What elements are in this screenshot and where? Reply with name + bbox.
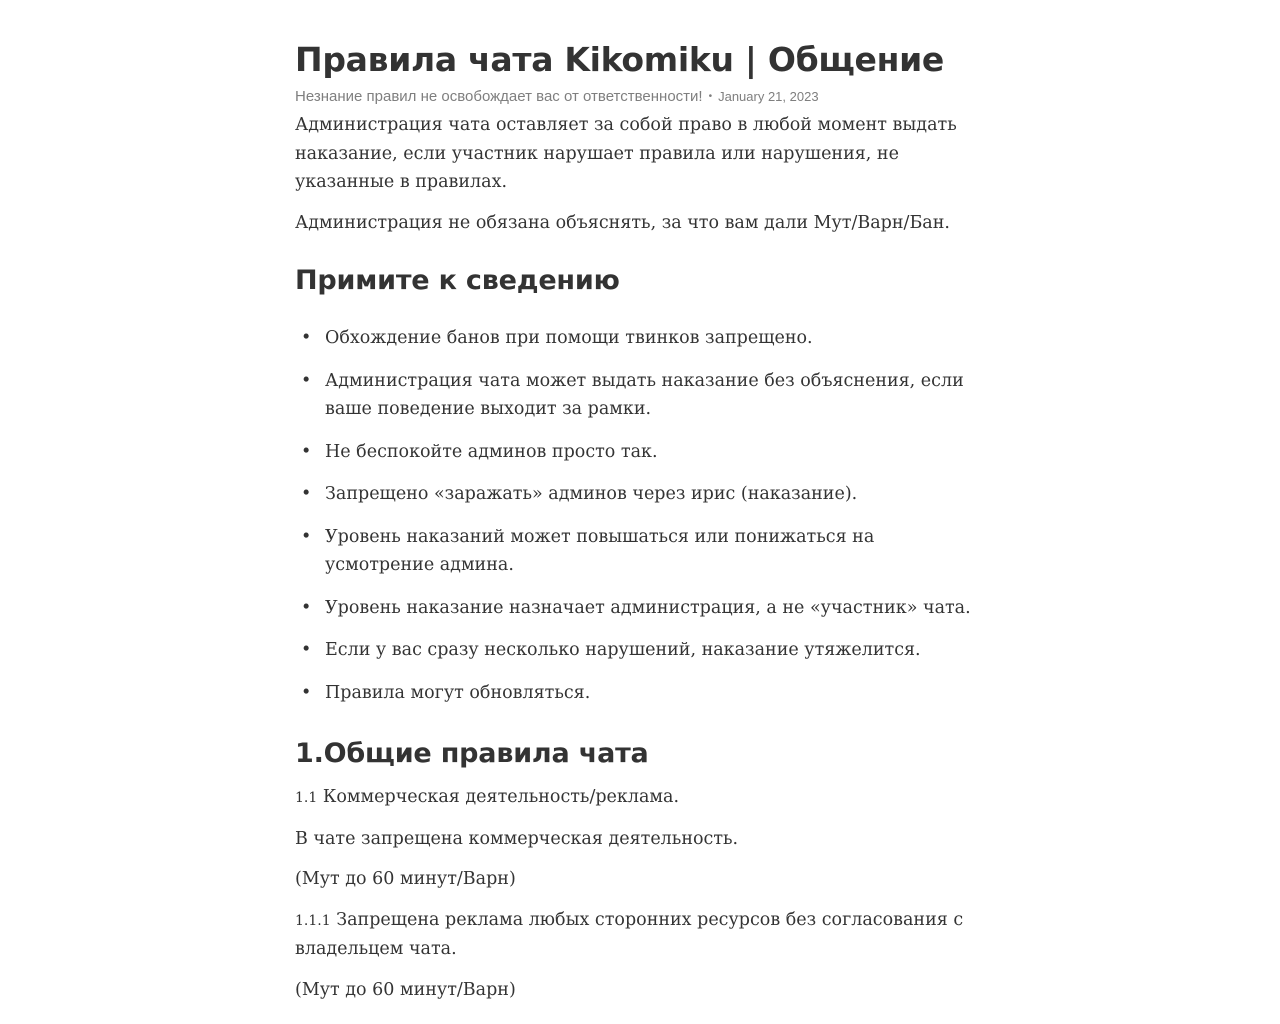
list-item-text: Обхождение банов при помощи твинков запрещено. bbox=[325, 328, 813, 348]
bullet-icon: • bbox=[301, 526, 312, 547]
bullet-icon: • bbox=[301, 682, 312, 703]
intro-paragraph-1: Администрация чата оставляет за собой право в любой момент выдать наказание, если участник нарушает правила или нарушения, не указанные в правилах. bbox=[295, 115, 957, 192]
meta-separator: • bbox=[708, 91, 713, 102]
take-note-list bbox=[295, 324, 985, 707]
list-item-text: Запрещено «заражать» админов через ирис (наказание). bbox=[325, 484, 858, 504]
section-number: 1.1.1 bbox=[295, 912, 331, 929]
section-1-1-1-title bbox=[295, 906, 985, 964]
list-item-text: Правила могут обновляться. bbox=[325, 682, 591, 703]
article-subtitle: Незнание правил не освобождает вас от ответственности! bbox=[295, 88, 703, 105]
section-1-1-description: В чате запрещена коммерческая деятельность. bbox=[295, 828, 739, 849]
bullet-icon: • bbox=[301, 370, 312, 391]
article-meta bbox=[295, 87, 985, 107]
article-title: Правила чата Kikomiku | Общение bbox=[295, 40, 944, 79]
section-title-text: Коммерческая деятельность/реклама. bbox=[317, 787, 680, 807]
list-item-text: Если у вас сразу несколько нарушений, наказание утяжелится. bbox=[325, 640, 921, 660]
list-item bbox=[301, 438, 985, 467]
section-title-text: Запрещена реклама любых сторонних ресурсов без согласования с владельцем чата. bbox=[295, 909, 964, 959]
bullet-icon: • bbox=[301, 484, 312, 504]
section-1-1-penalty: (Мут до 60 минут/Варн) bbox=[295, 869, 516, 889]
list-item-text: Уровень наказаний может повышаться или понижаться на усмотрение админа. bbox=[325, 526, 875, 575]
list-item-text: Уровень наказание назначает администрация, а не «участник» чата. bbox=[325, 597, 971, 618]
article-date: January 21, 2023 bbox=[718, 89, 819, 104]
list-item bbox=[301, 367, 985, 424]
bullet-icon: • bbox=[301, 597, 312, 618]
intro-paragraph-2: Администрация не обязана объяснять, за что вам дали Мут/Варн/Бан. bbox=[295, 212, 950, 233]
list-item bbox=[301, 636, 985, 665]
section-number: 1.1 bbox=[295, 790, 318, 806]
list-item bbox=[301, 324, 985, 353]
section-1-1-title bbox=[295, 783, 985, 813]
section-1-1-1-penalty: (Мут до 60 минут/Варн) bbox=[295, 979, 516, 1000]
take-note-heading: Примите к сведению bbox=[295, 265, 620, 296]
general-rules-heading: 1.Общие правила чата bbox=[295, 738, 649, 769]
list-item bbox=[301, 480, 985, 509]
list-item bbox=[301, 523, 985, 580]
list-item-text: Не беспокойте админов просто так. bbox=[325, 441, 658, 462]
list-item bbox=[301, 679, 985, 708]
bullet-icon: • bbox=[301, 640, 312, 660]
list-item bbox=[301, 594, 985, 623]
article bbox=[295, 0, 985, 1004]
bullet-icon: • bbox=[301, 441, 312, 462]
list-item-text: Администрация чата может выдать наказание без объяснения, если ваше поведение выходит за рамки. bbox=[325, 370, 964, 419]
bullet-icon: • bbox=[301, 328, 312, 348]
